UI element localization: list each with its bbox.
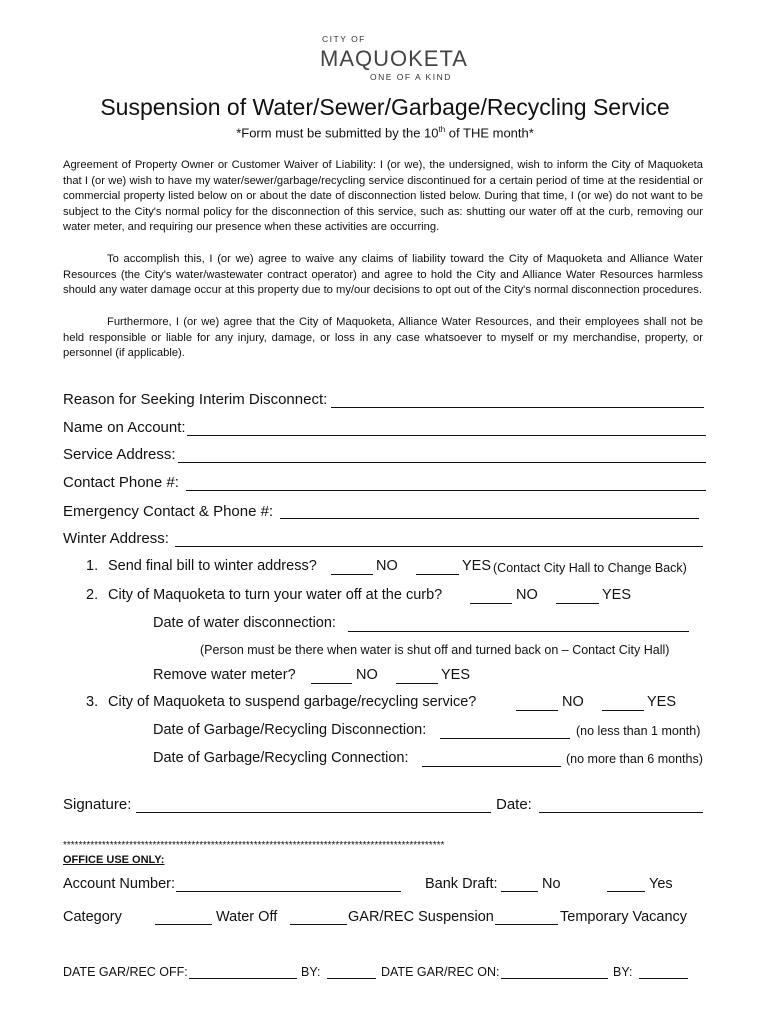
office-use-heading: OFFICE USE ONLY: (63, 854, 165, 866)
emergency-input-line[interactable] (280, 517, 699, 519)
subtitle-post: of THE month* (445, 125, 534, 141)
bank-draft-label: Bank Draft: (425, 876, 498, 892)
winter-input-line[interactable] (175, 545, 703, 547)
q1-yes-line[interactable] (416, 573, 459, 575)
q3-label: City of Maquoketa to suspend garbage/recycling service? (108, 694, 477, 710)
gar-disc-note: (no less than 1 month) (576, 724, 701, 738)
meter-no-label: NO (356, 667, 378, 683)
date-gar-off-line[interactable] (189, 977, 297, 979)
date-gar-conn-line[interactable] (422, 765, 561, 767)
temp-vacancy-line[interactable] (495, 923, 558, 925)
q3-no-line[interactable] (516, 709, 558, 711)
signature-line[interactable] (136, 811, 491, 813)
bank-draft-yes-label: Yes (649, 876, 673, 892)
q1-number: 1. (86, 558, 99, 574)
date-gar-disc-label: Date of Garbage/Recycling Disconnection: (153, 722, 427, 738)
date-gar-on-label: DATE GAR/REC ON: (381, 965, 500, 979)
address-input-line[interactable] (178, 461, 706, 463)
date-water-line[interactable] (348, 630, 689, 632)
water-off-label: Water Off (216, 909, 278, 925)
temp-vacancy-label: Temporary Vacancy (560, 909, 688, 925)
date-gar-on-line[interactable] (501, 977, 608, 979)
account-number-line[interactable] (176, 890, 401, 892)
by2-label: BY: (613, 965, 633, 979)
logo-name: MAQUOKETA (320, 46, 468, 71)
reason-field-row (63, 391, 327, 408)
winter-label: Winter Address: (63, 530, 169, 547)
q2-no-label: NO (516, 587, 538, 603)
bank-draft-no-label: No (542, 876, 561, 892)
date-line[interactable] (539, 811, 703, 813)
q3-yes-line[interactable] (602, 709, 644, 711)
q3-number: 3. (86, 694, 99, 710)
q2-yes-label: YES (602, 587, 632, 603)
remove-meter-label: Remove water meter? (153, 667, 296, 683)
meter-yes-label: YES (441, 667, 471, 683)
q1-no-line[interactable] (331, 573, 373, 575)
meter-no-line[interactable] (311, 682, 352, 684)
q2-no-line[interactable] (470, 602, 512, 604)
q1-yes-label: YES (462, 558, 492, 574)
name-label: Name on Account: (63, 419, 186, 436)
by2-line[interactable] (639, 977, 688, 979)
subtitle-pre: *Form must be submitted by the 10 (236, 125, 439, 141)
gar-conn-note: (no more than 6 months) (566, 752, 703, 766)
date-gar-disc-line[interactable] (440, 737, 570, 739)
reason-input-line[interactable] (331, 406, 704, 408)
date-gar-off-label: DATE GAR/REC OFF: (63, 965, 188, 979)
address-label: Service Address: (63, 446, 176, 463)
separator-stars: ************************************************************************************************** (63, 840, 445, 851)
water-note: (Person must be there when water is shut off and turned back on – Contact City Hall) (200, 643, 670, 657)
agreement-paragraph-1: Agreement of Property Owner or Customer Waiver of Liability: I (or we), the undersigned, wish to inform the City of Maquoketa that I (or we) wish to have my water/sewer/garbage/recycling service discontinued for a certain period of time at the residential or commercial property listed below on or about the date of disconnection listed below. During that time, I (or we) do not want to be subject to the City's normal policy for the disconnection of this service, such as: shutting our water off at the curb, removing our water meter, and requiring our presence when these activities are occurring. (63, 159, 703, 234)
phone-label: Contact Phone #: (63, 474, 179, 491)
q1-label: Send final bill to winter address? (108, 558, 317, 574)
q2-number: 2. (86, 587, 99, 603)
gar-rec-label: GAR/REC Suspension (348, 909, 494, 925)
q3-no-label: NO (562, 694, 584, 710)
reason-label: Reason for Seeking Interim Disconnect: (63, 391, 328, 408)
subtitle-sup: th (438, 125, 446, 134)
q1-no-label: NO (376, 558, 398, 574)
emergency-label: Emergency Contact & Phone #: (63, 503, 274, 520)
q3-yes-label: YES (647, 694, 677, 710)
agreement-paragraph-2: To accomplish this, I (or we) agree to waive any claims of liability toward the City of Maquoketa and Alliance Water Resources (the City's water/wastewater contract operator) and agree to hold the City and Alliance Water Resources harmless should any water damage occur at this property due to my/our decisions to opt out of the City's normal disconnection procedures. (63, 253, 703, 297)
logo-city-of: CITY OF (322, 34, 366, 44)
q2-label: City of Maquoketa to turn your water off at the curb? (108, 587, 443, 603)
date-label: Date: (496, 796, 532, 813)
city-logo (320, 34, 468, 84)
bank-draft-yes-line[interactable] (607, 890, 645, 892)
logo-tagline: ONE OF A KIND (370, 72, 452, 82)
by1-label: BY: (301, 965, 321, 979)
gar-rec-line[interactable] (290, 923, 347, 925)
page-title: Suspension of Water/Sewer/Garbage/Recycling Service (100, 94, 670, 120)
bank-draft-no-line[interactable] (501, 890, 538, 892)
by1-line[interactable] (327, 977, 376, 979)
category-label: Category (63, 909, 122, 925)
date-water-label: Date of water disconnection: (153, 615, 336, 631)
q1-note: (Contact City Hall to Change Back) (493, 561, 687, 575)
q2-yes-line[interactable] (556, 602, 599, 604)
meter-yes-line[interactable] (396, 682, 438, 684)
phone-input-line[interactable] (186, 489, 706, 491)
account-number-label: Account Number: (63, 876, 176, 892)
name-input-line[interactable] (187, 434, 706, 436)
page-subtitle (0, 125, 770, 140)
water-off-line[interactable] (155, 923, 212, 925)
date-gar-conn-label: Date of Garbage/Recycling Connection: (153, 750, 409, 766)
agreement-paragraph-3: Furthermore, I (or we) agree that the City of Maquoketa, Alliance Water Resources, and their employees shall not be held responsible or liable for any injury, damage, or loss in any case whatsoever to myself or my merchandise, property, or personnel (if applicable). (63, 316, 703, 360)
signature-label: Signature: (63, 796, 132, 813)
